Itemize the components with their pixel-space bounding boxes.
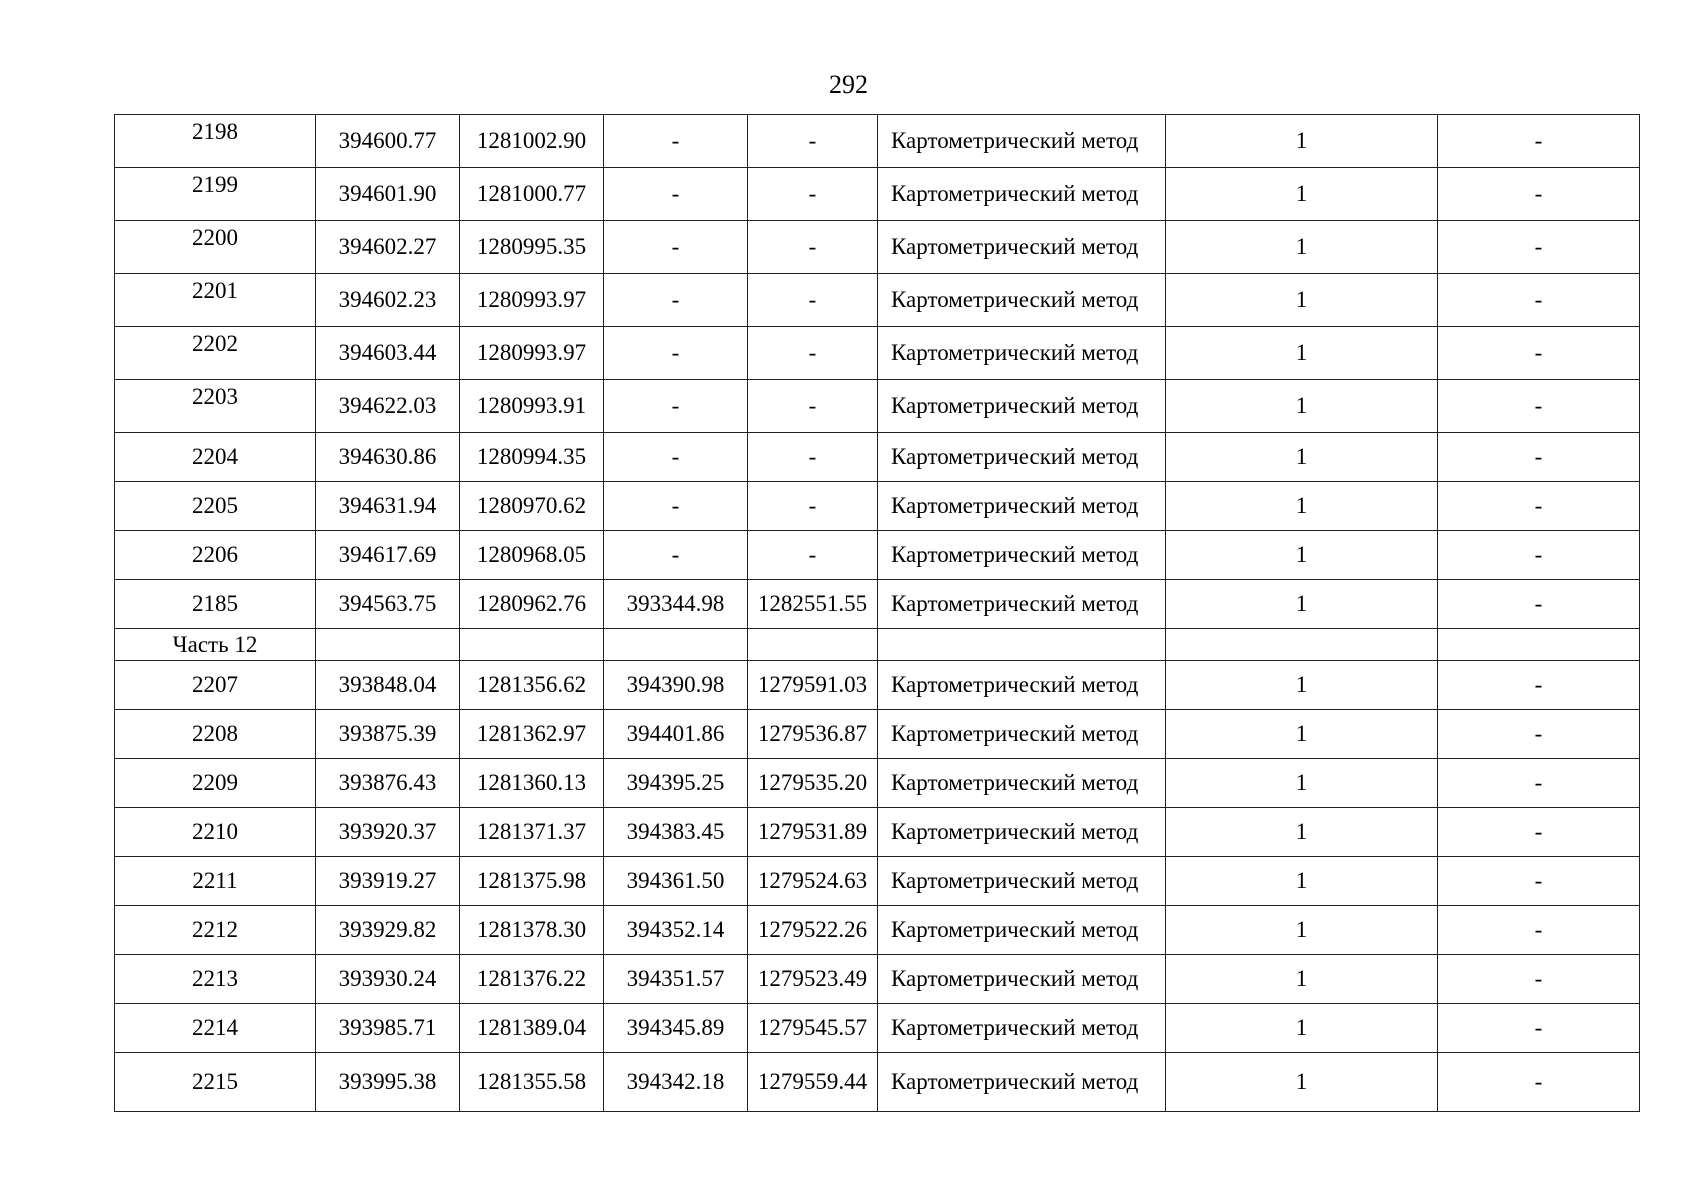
x-previous-cell: 394342.18 xyxy=(604,1053,748,1112)
method-cell: Картометрический метод xyxy=(878,380,1166,433)
method-cell: Картометрический метод xyxy=(878,857,1166,906)
y-previous-cell: - xyxy=(748,380,878,433)
y-previous-cell: - xyxy=(748,168,878,221)
note-cell: - xyxy=(1438,433,1640,482)
y-previous-cell: 1279545.57 xyxy=(748,1004,878,1053)
x-previous-cell: 394361.50 xyxy=(604,857,748,906)
note-cell: - xyxy=(1438,808,1640,857)
point-number-cell: 2185 xyxy=(115,580,316,629)
x-previous-cell: - xyxy=(604,327,748,380)
note-cell: - xyxy=(1438,955,1640,1004)
x-previous-cell: 394395.25 xyxy=(604,759,748,808)
method-cell: Картометрический метод xyxy=(878,482,1166,531)
table-row xyxy=(115,274,1640,327)
x-previous-cell: - xyxy=(604,531,748,580)
accuracy-cell: 1 xyxy=(1166,274,1438,327)
table-row xyxy=(115,955,1640,1004)
x-previous-cell: - xyxy=(604,274,748,327)
note-cell: - xyxy=(1438,482,1640,531)
point-number-cell: 2202 xyxy=(115,327,316,380)
y-previous-cell: 1282551.55 xyxy=(748,580,878,629)
table-row xyxy=(115,380,1640,433)
x-current-cell: 394602.23 xyxy=(316,274,460,327)
accuracy-cell: 1 xyxy=(1166,380,1438,433)
y-previous-cell: 1279535.20 xyxy=(748,759,878,808)
table-row xyxy=(115,759,1640,808)
x-current-cell: 393995.38 xyxy=(316,1053,460,1112)
coordinates-table xyxy=(114,114,1640,1112)
method-cell: Картометрический метод xyxy=(878,327,1166,380)
method-cell: Картометрический метод xyxy=(878,274,1166,327)
method-cell: Картометрический метод xyxy=(878,221,1166,274)
y-current-cell: 1281389.04 xyxy=(460,1004,604,1053)
x-previous-cell: 394390.98 xyxy=(604,661,748,710)
x-current-cell: 393919.27 xyxy=(316,857,460,906)
table-row xyxy=(115,115,1640,168)
point-number-cell: 2201 xyxy=(115,274,316,327)
y-current-cell: 1281378.30 xyxy=(460,906,604,955)
y-previous-cell: - xyxy=(748,274,878,327)
x-previous-cell: - xyxy=(604,380,748,433)
note-cell: - xyxy=(1438,531,1640,580)
x-current-cell: 393848.04 xyxy=(316,661,460,710)
accuracy-cell: 1 xyxy=(1166,327,1438,380)
point-number-cell: 2212 xyxy=(115,906,316,955)
method-cell: Картометрический метод xyxy=(878,710,1166,759)
empty-cell xyxy=(878,629,1166,661)
point-number-cell: 2210 xyxy=(115,808,316,857)
method-cell: Картометрический метод xyxy=(878,808,1166,857)
table-row xyxy=(115,857,1640,906)
table-row xyxy=(115,1053,1640,1112)
table-row xyxy=(115,1004,1640,1053)
x-current-cell: 394563.75 xyxy=(316,580,460,629)
y-previous-cell: 1279522.26 xyxy=(748,906,878,955)
x-current-cell: 393920.37 xyxy=(316,808,460,857)
accuracy-cell: 1 xyxy=(1166,1053,1438,1112)
x-current-cell: 394617.69 xyxy=(316,531,460,580)
y-previous-cell: 1279523.49 xyxy=(748,955,878,1004)
note-cell: - xyxy=(1438,221,1640,274)
note-cell: - xyxy=(1438,1053,1640,1112)
x-current-cell: 394622.03 xyxy=(316,380,460,433)
y-previous-cell: - xyxy=(748,221,878,274)
method-cell: Картометрический метод xyxy=(878,115,1166,168)
y-current-cell: 1281002.90 xyxy=(460,115,604,168)
y-previous-cell: - xyxy=(748,433,878,482)
accuracy-cell: 1 xyxy=(1166,857,1438,906)
x-previous-cell: 394383.45 xyxy=(604,808,748,857)
empty-cell xyxy=(1166,629,1438,661)
table-row xyxy=(115,433,1640,482)
accuracy-cell: 1 xyxy=(1166,759,1438,808)
y-current-cell: 1280962.76 xyxy=(460,580,604,629)
y-current-cell: 1280993.97 xyxy=(460,274,604,327)
point-number-cell: 2203 xyxy=(115,380,316,433)
point-number-cell: 2199 xyxy=(115,168,316,221)
y-current-cell: 1281371.37 xyxy=(460,808,604,857)
y-current-cell: 1280968.05 xyxy=(460,531,604,580)
accuracy-cell: 1 xyxy=(1166,1004,1438,1053)
method-cell: Картометрический метод xyxy=(878,531,1166,580)
point-number-cell: 2198 xyxy=(115,115,316,168)
note-cell: - xyxy=(1438,380,1640,433)
point-number-cell: 2209 xyxy=(115,759,316,808)
table-body xyxy=(115,115,1640,1112)
y-previous-cell: - xyxy=(748,531,878,580)
empty-cell xyxy=(748,629,878,661)
section-label: Часть 12 xyxy=(115,629,316,661)
point-number-cell: 2208 xyxy=(115,710,316,759)
note-cell: - xyxy=(1438,115,1640,168)
y-previous-cell: 1279536.87 xyxy=(748,710,878,759)
note-cell: - xyxy=(1438,759,1640,808)
accuracy-cell: 1 xyxy=(1166,955,1438,1004)
point-number-cell: 2205 xyxy=(115,482,316,531)
x-previous-cell: 393344.98 xyxy=(604,580,748,629)
empty-cell xyxy=(316,629,460,661)
accuracy-cell: 1 xyxy=(1166,808,1438,857)
y-current-cell: 1281000.77 xyxy=(460,168,604,221)
table-row xyxy=(115,710,1640,759)
note-cell: - xyxy=(1438,906,1640,955)
x-previous-cell: 394352.14 xyxy=(604,906,748,955)
x-current-cell: 393876.43 xyxy=(316,759,460,808)
y-current-cell: 1280993.91 xyxy=(460,380,604,433)
note-cell: - xyxy=(1438,1004,1640,1053)
y-current-cell: 1281355.58 xyxy=(460,1053,604,1112)
method-cell: Картометрический метод xyxy=(878,1053,1166,1112)
empty-cell xyxy=(604,629,748,661)
method-cell: Картометрический метод xyxy=(878,580,1166,629)
x-current-cell: 394630.86 xyxy=(316,433,460,482)
point-number-cell: 2206 xyxy=(115,531,316,580)
accuracy-cell: 1 xyxy=(1166,115,1438,168)
table-row xyxy=(115,482,1640,531)
x-previous-cell: - xyxy=(604,221,748,274)
note-cell: - xyxy=(1438,710,1640,759)
point-number-cell: 2207 xyxy=(115,661,316,710)
x-current-cell: 394631.94 xyxy=(316,482,460,531)
accuracy-cell: 1 xyxy=(1166,433,1438,482)
empty-cell xyxy=(460,629,604,661)
table-row xyxy=(115,661,1640,710)
x-current-cell: 393985.71 xyxy=(316,1004,460,1053)
table-row xyxy=(115,580,1640,629)
y-previous-cell: 1279524.63 xyxy=(748,857,878,906)
table-row xyxy=(115,808,1640,857)
y-previous-cell: - xyxy=(748,327,878,380)
x-previous-cell: 394345.89 xyxy=(604,1004,748,1053)
note-cell: - xyxy=(1438,857,1640,906)
y-current-cell: 1280995.35 xyxy=(460,221,604,274)
point-number-cell: 2214 xyxy=(115,1004,316,1053)
y-current-cell: 1280970.62 xyxy=(460,482,604,531)
accuracy-cell: 1 xyxy=(1166,710,1438,759)
method-cell: Картометрический метод xyxy=(878,955,1166,1004)
table-row xyxy=(115,221,1640,274)
point-number-cell: 2204 xyxy=(115,433,316,482)
y-current-cell: 1281362.97 xyxy=(460,710,604,759)
accuracy-cell: 1 xyxy=(1166,906,1438,955)
table-row xyxy=(115,168,1640,221)
y-previous-cell: 1279531.89 xyxy=(748,808,878,857)
point-number-cell: 2213 xyxy=(115,955,316,1004)
method-cell: Картометрический метод xyxy=(878,759,1166,808)
x-previous-cell: - xyxy=(604,115,748,168)
accuracy-cell: 1 xyxy=(1166,661,1438,710)
y-previous-cell: 1279559.44 xyxy=(748,1053,878,1112)
method-cell: Картометрический метод xyxy=(878,433,1166,482)
accuracy-cell: 1 xyxy=(1166,482,1438,531)
x-previous-cell: - xyxy=(604,168,748,221)
y-current-cell: 1281360.13 xyxy=(460,759,604,808)
y-previous-cell: 1279591.03 xyxy=(748,661,878,710)
x-current-cell: 394600.77 xyxy=(316,115,460,168)
y-current-cell: 1280993.97 xyxy=(460,327,604,380)
x-previous-cell: - xyxy=(604,482,748,531)
x-current-cell: 393930.24 xyxy=(316,955,460,1004)
note-cell: - xyxy=(1438,661,1640,710)
accuracy-cell: 1 xyxy=(1166,168,1438,221)
method-cell: Картометрический метод xyxy=(878,661,1166,710)
method-cell: Картометрический метод xyxy=(878,168,1166,221)
method-cell: Картометрический метод xyxy=(878,1004,1166,1053)
x-current-cell: 394601.90 xyxy=(316,168,460,221)
y-current-cell: 1281356.62 xyxy=(460,661,604,710)
table-row xyxy=(115,531,1640,580)
point-number-cell: 2200 xyxy=(115,221,316,274)
note-cell: - xyxy=(1438,274,1640,327)
x-current-cell: 393875.39 xyxy=(316,710,460,759)
method-cell: Картометрический метод xyxy=(878,906,1166,955)
x-previous-cell: 394351.57 xyxy=(604,955,748,1004)
x-current-cell: 394603.44 xyxy=(316,327,460,380)
y-previous-cell: - xyxy=(748,482,878,531)
note-cell: - xyxy=(1438,580,1640,629)
note-cell: - xyxy=(1438,327,1640,380)
x-current-cell: 393929.82 xyxy=(316,906,460,955)
x-current-cell: 394602.27 xyxy=(316,221,460,274)
y-current-cell: 1281375.98 xyxy=(460,857,604,906)
point-number-cell: 2211 xyxy=(115,857,316,906)
x-previous-cell: 394401.86 xyxy=(604,710,748,759)
y-current-cell: 1281376.22 xyxy=(460,955,604,1004)
accuracy-cell: 1 xyxy=(1166,531,1438,580)
x-previous-cell: - xyxy=(604,433,748,482)
y-current-cell: 1280994.35 xyxy=(460,433,604,482)
y-previous-cell: - xyxy=(748,115,878,168)
table-row xyxy=(115,906,1640,955)
point-number-cell: 2215 xyxy=(115,1053,316,1112)
table-row xyxy=(115,327,1640,380)
note-cell: - xyxy=(1438,168,1640,221)
empty-cell xyxy=(1438,629,1640,661)
section-header-row xyxy=(115,629,1640,661)
page-number: 292 xyxy=(829,70,868,99)
accuracy-cell: 1 xyxy=(1166,221,1438,274)
accuracy-cell: 1 xyxy=(1166,580,1438,629)
